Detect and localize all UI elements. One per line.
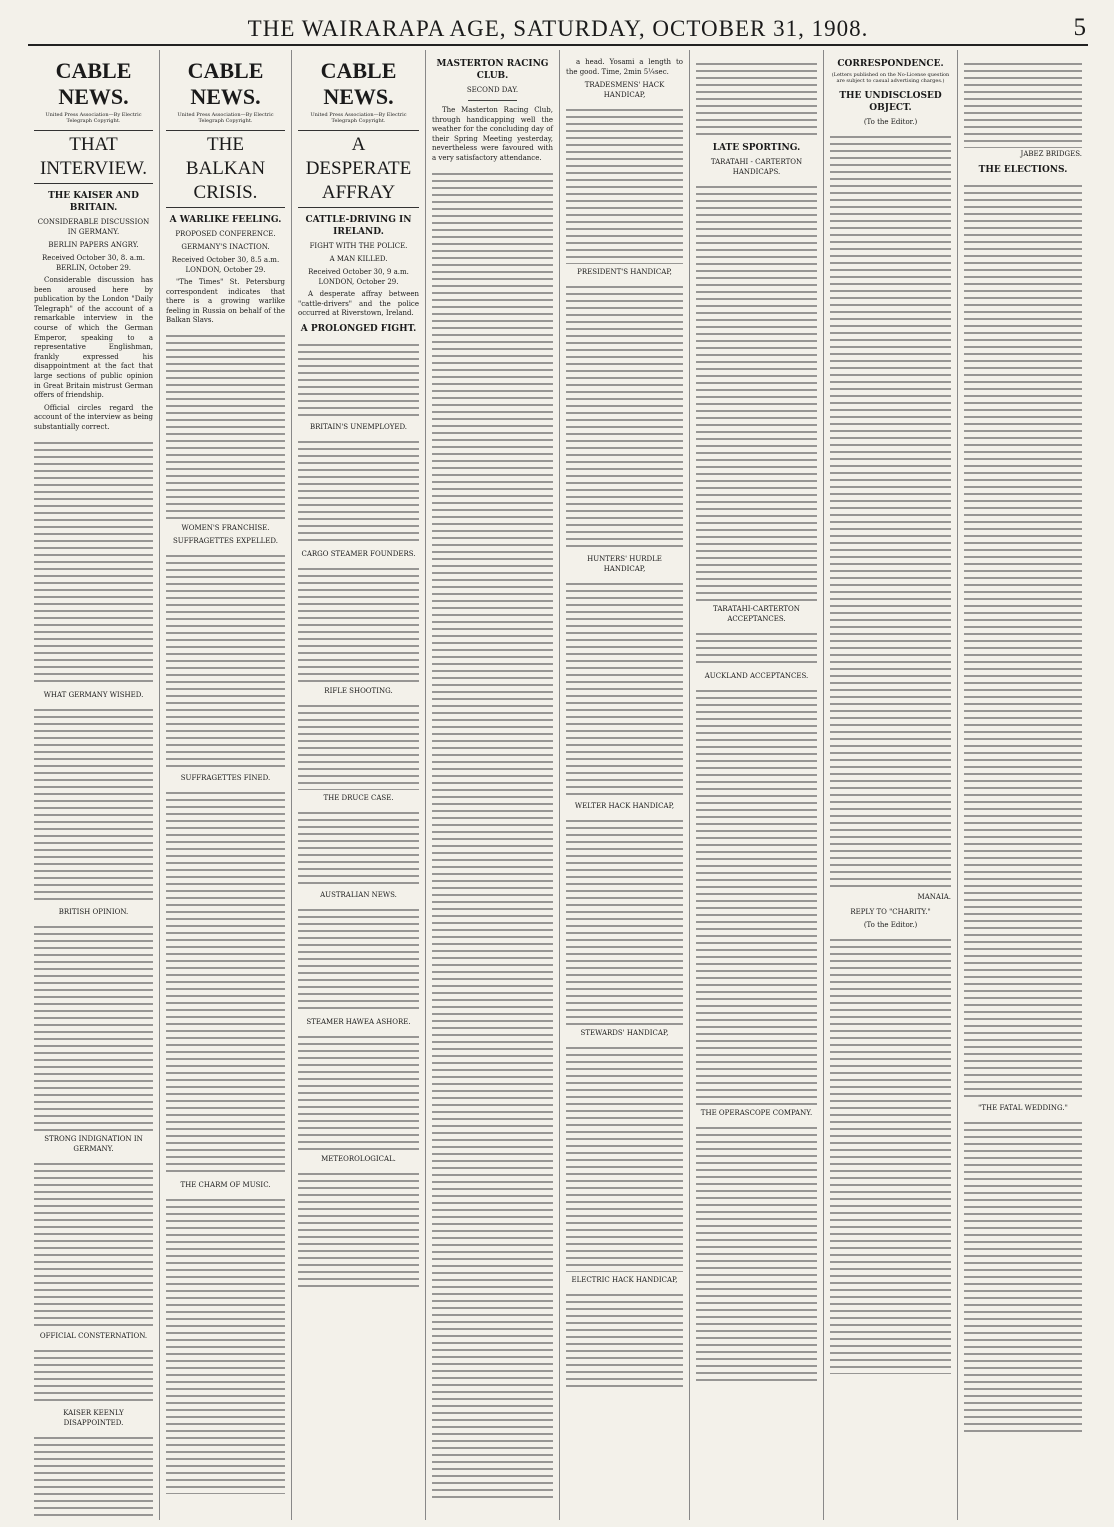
- subheading: SUFFRAGETTES EXPELLED.: [173, 536, 278, 545]
- article-headline: MASTERTON RACING CLUB.: [436, 59, 549, 81]
- article-headline: THE BALKAN CRISIS.: [166, 130, 285, 208]
- subheading: WHAT GERMANY WISHED.: [43, 690, 144, 699]
- text-block: [298, 904, 419, 1014]
- dateline: Received October 30, 8.5 a.m. LONDON, October 29.: [171, 256, 280, 274]
- text-block: [964, 1117, 1082, 1437]
- text-block: [298, 1168, 419, 1288]
- subheading: "THE FATAL WEDDING.": [978, 1103, 1068, 1112]
- text-block: [34, 1345, 153, 1405]
- text-block: [964, 180, 1082, 1100]
- subheading: BERLIN PAPERS ANGRY.: [48, 241, 139, 249]
- text-block: [298, 807, 419, 887]
- subheading: FIGHT WITH THE POLICE.: [309, 242, 408, 250]
- subheading: THE DRUCE CASE.: [323, 793, 394, 802]
- article-paragraph: The Masterton Racing Club, through handicapping well the weather for the concluding day of their Spring Meeting yesterday, nevertheless were favoured with a very satisfactory attendance.: [432, 106, 553, 162]
- text-block: [166, 330, 285, 520]
- subheading: (To the Editor.): [863, 920, 918, 929]
- subheading: THE OPERASCOPE COMPANY.: [700, 1109, 813, 1117]
- text-block: [566, 1042, 683, 1272]
- subheading: TARATAHI-CARTERTON ACCEPTANCES.: [713, 605, 800, 623]
- text-block: [964, 58, 1082, 148]
- text-block: [298, 563, 419, 683]
- text-block: [566, 1289, 683, 1389]
- subheading: AUCKLAND ACCEPTANCES.: [704, 672, 809, 680]
- column-5: [560, 50, 690, 1520]
- text-block: [696, 1122, 817, 1382]
- newspaper-title: THE WAIRARAPA AGE, SATURDAY, OCTOBER 31, 1908.: [247, 16, 869, 41]
- column-2: [160, 50, 292, 1520]
- dateline: Received October 30, 9 a.m. LONDON, October 29.: [308, 268, 409, 286]
- text-block: [696, 628, 817, 668]
- subheading: KAISER KEENLY DISAPPOINTED.: [63, 1408, 124, 1427]
- column-3: [292, 50, 426, 1520]
- signature: MANAIA.: [917, 893, 951, 901]
- subheading: CONSIDERABLE DISCUSSION IN GERMANY.: [37, 218, 150, 236]
- subheading: ELECTRIC HACK HANDICAP,: [571, 1276, 678, 1285]
- signature: JABEZ BRIDGES.: [1020, 150, 1082, 158]
- subheading: PRESIDENT'S HANDICAP,: [577, 268, 672, 277]
- section-heading: CORRESPONDENCE.: [837, 59, 944, 69]
- article-paragraph: Considerable discussion has been aroused here by publication by the London "Daily Telegraph" of the account of a remarkable interview in the course of which the German Emperor, speaking to a representative Englishman, frankly expressed his disappointment at the fact that large sections of public opinion in Great Britain mistrust German offers of friendship.: [34, 276, 153, 400]
- text-block: [566, 281, 683, 551]
- subheading: OFFICIAL CONSTERNATION.: [39, 1331, 148, 1340]
- divider: [468, 100, 516, 101]
- section-heading: CABLE NEWS.: [320, 58, 397, 109]
- text-block: [696, 685, 817, 1105]
- subheading: STEAMER HAWEA ASHORE.: [306, 1017, 411, 1026]
- credit-line: United Press Association—By Electric Telegraph Copyright.: [45, 112, 142, 124]
- credit-line: (Letters published on the No-License question are subject to casual advertising charges.): [831, 72, 950, 84]
- text-block: [298, 700, 419, 790]
- subheading: PROPOSED CONFERENCE.: [175, 230, 276, 238]
- column-4: [426, 50, 560, 1520]
- article-headline: A DESPERATE AFFRAY: [298, 130, 419, 208]
- text-block: [34, 1432, 153, 1521]
- subheading: SUFFRAGETTES FINED.: [180, 773, 271, 782]
- subheading: REPLY TO "CHARITY.": [850, 907, 931, 916]
- subheading: GERMANY'S INACTION.: [181, 243, 270, 251]
- credit-line: United Press Association—By Electric Telegraph Copyright.: [310, 112, 407, 124]
- subheading: HUNTERS' HURDLE HANDICAP,: [587, 555, 662, 574]
- text-block: [696, 58, 817, 138]
- text-block: [432, 168, 553, 1498]
- newspaper-columns: [28, 50, 1088, 1520]
- subheading: METEOROLOGICAL.: [321, 1154, 396, 1163]
- column-7: [824, 50, 958, 1520]
- text-block: [166, 550, 285, 770]
- subheading: TARATAHI - CARTERTON HANDICAPS.: [710, 158, 803, 176]
- article-headline: THAT INTERVIEW.: [34, 130, 153, 184]
- subheading: SECOND DAY.: [466, 86, 519, 94]
- text-block: [166, 787, 285, 1177]
- subheading: STEWARDS' HANDICAP,: [580, 1029, 669, 1038]
- subheading: A PROLONGED FIGHT.: [300, 323, 417, 334]
- subheading: AUSTRALIAN NEWS.: [320, 890, 397, 899]
- text-block: [830, 131, 951, 891]
- article-paragraph: A desperate affray between "cattle-drivers" and the police occurred at Riverstown, Ireland.: [298, 290, 419, 318]
- column-6: [690, 50, 824, 1520]
- subheading: THE CHARM OF MUSIC.: [180, 1180, 271, 1189]
- subheading: (To the Editor.): [863, 118, 918, 126]
- subheading: STRONG INDIGNATION IN GERMANY.: [44, 1134, 143, 1153]
- text-block: [566, 104, 683, 264]
- subheading: A WARLIKE FEELING.: [169, 215, 282, 225]
- subheading: THE KAISER AND BRITAIN.: [48, 191, 139, 213]
- article-paragraph: Official circles regard the account of the interview as being substantially correct.: [34, 403, 153, 431]
- subheading: CATTLE-DRIVING IN IRELAND.: [305, 215, 412, 237]
- article-paragraph: a head. Yosami a length to the good. Time, 2min 5¼sec.: [566, 58, 683, 76]
- subheading: THE ELECTIONS.: [978, 164, 1068, 175]
- text-block: [298, 1031, 419, 1151]
- advertisement-text: [166, 1194, 285, 1494]
- column-1: [28, 50, 160, 1520]
- masthead: [28, 14, 1088, 46]
- text-block: [298, 436, 419, 546]
- credit-line: United Press Association—By Electric Telegraph Copyright.: [177, 112, 274, 124]
- text-block: [298, 339, 419, 419]
- section-heading: CABLE NEWS.: [55, 58, 132, 109]
- subheading: WELTER HACK HANDICAP,: [574, 802, 675, 811]
- text-block: [34, 437, 153, 687]
- subheading: CARGO STEAMER FOUNDERS.: [301, 549, 416, 558]
- subheading: THE UNDISCLOSED OBJECT.: [839, 91, 942, 113]
- section-heading: CABLE NEWS.: [187, 58, 264, 109]
- subheading: WOMEN'S FRANCHISE.: [181, 523, 270, 532]
- text-block: [566, 578, 683, 798]
- article-paragraph: "The Times" St. Petersburg correspondent indicates that there is a growing warlike feeling in Russia on behalf of the Balkan Slavs.: [166, 278, 285, 325]
- dateline: Received October 30, 8. a.m. BERLIN, October 29.: [42, 254, 145, 272]
- text-block: [34, 1158, 153, 1328]
- subheading: BRITAIN'S UNEMPLOYED.: [309, 422, 408, 431]
- text-block: [696, 181, 817, 601]
- text-block: [34, 921, 153, 1131]
- subheading: A MAN KILLED.: [329, 255, 388, 263]
- column-8: [958, 50, 1088, 1520]
- subheading: RIFLE SHOOTING.: [324, 686, 393, 695]
- text-block: [34, 704, 153, 904]
- text-block: [566, 815, 683, 1025]
- text-block: [830, 934, 951, 1374]
- subheading: BRITISH OPINION.: [58, 907, 129, 916]
- subheading: TRADESMENS' HACK HANDICAP,: [584, 81, 665, 100]
- page-number: 5: [1073, 14, 1086, 41]
- subheading: LATE SPORTING.: [712, 143, 801, 153]
